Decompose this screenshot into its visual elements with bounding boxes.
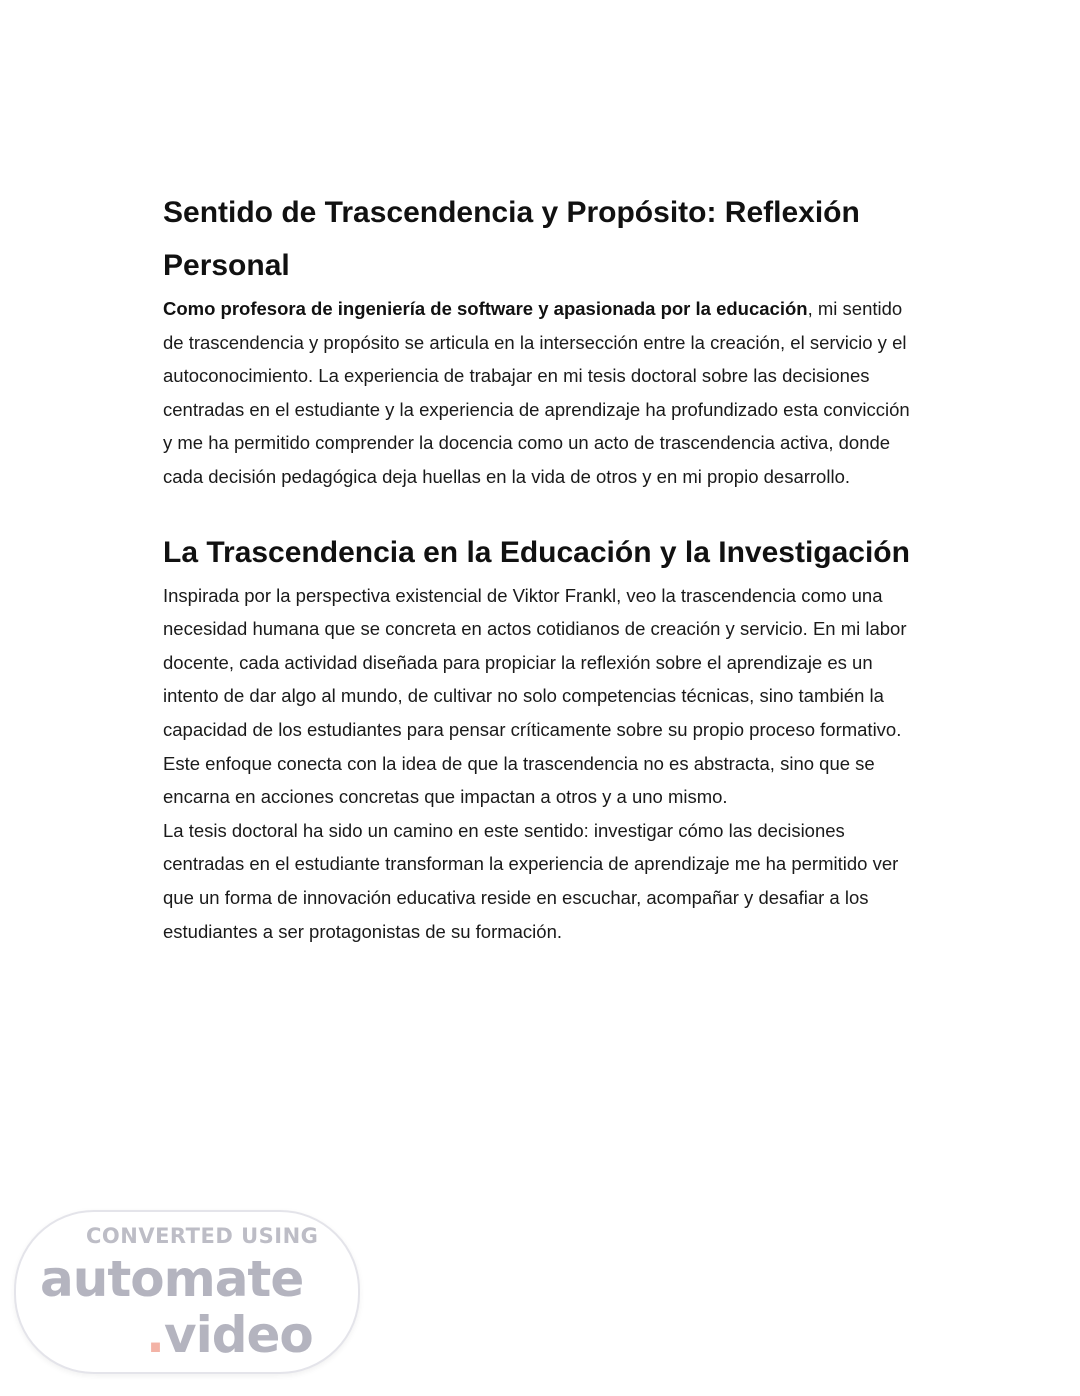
intro-paragraph [163,292,923,494]
watermark-brand-suffix [146,1306,313,1364]
watermark-brand-word: automate [40,1250,304,1308]
section-paragraph-2: La tesis doctoral ha sido un camino en este sentido: investigar cómo las decisiones centradas en el estudiante transforman la experiencia de aprendizaje me ha permitido ver que un forma de innovación educativa reside en escuchar, acompañar y desafiar a los estudiantes a ser protagonistas de su formación. [163,819,899,942]
watermark-dot: . [146,1306,164,1364]
document-title: Sentido de Trascendencia y Propósito: Reflexión Personal [163,196,860,282]
watermark-badge [14,1210,360,1374]
intro-text: , mi sentido de trascendencia y propósito se articula en la intersección entre la creación, el servicio y el autoconocimiento. La experiencia de trabajar en mi tesis doctoral sobre las decisiones centradas en el estudiante y la experiencia de aprendizaje ha profundizado esta convicción y me ha permitido comprender la docencia como un acto de trascendencia activa, donde cada decisión pedagógica deja huellas en la vida de otros y en mi propio desarrollo. [163,298,910,487]
intro-bold-lead: Como profesora de ingeniería de software y apasionada por la educación [163,298,808,319]
document-page [163,186,923,948]
watermark-caption: CONVERTED USING [86,1224,319,1248]
section-paragraph-1: Inspirada por la perspectiva existencial de Viktor Frankl, veo la trascendencia como una necesidad humana que se concreta en actos cotidianos de creación y servicio. En mi labor docente, cada actividad diseñada para propiciar la reflexión sobre el aprendizaje es un intento de dar algo al mundo, de cultivar no solo competencias técnicas, sino también la capacidad de los estudiantes para pensar críticamente sobre su propio proceso formativo. Este enfoque conecta con la idea de que la trascendencia no es abstracta, sino que se encarna en acciones concretas que impactan a otros y a uno mismo. [163,584,907,808]
watermark-suffix-text: video [164,1306,313,1364]
section-heading: La Trascendencia en la Educación y la Investigación [163,535,910,569]
